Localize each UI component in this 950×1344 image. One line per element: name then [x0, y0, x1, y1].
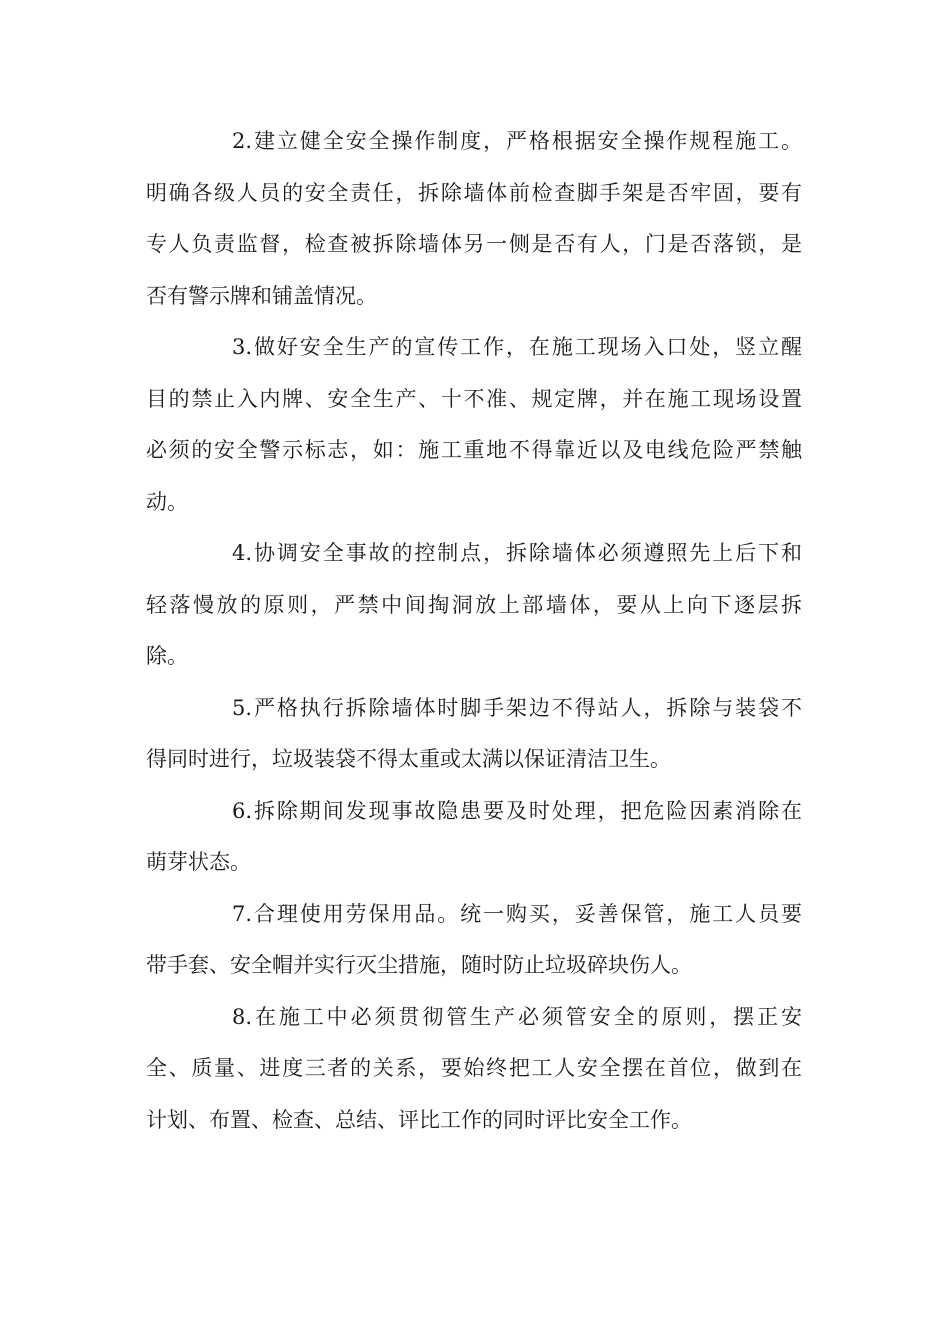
document-body — [146, 116, 802, 1146]
paragraph-line: 计划、布置、检查、总结、评比工作的同时评比安全工作。 — [146, 1107, 692, 1132]
paragraph-line: 8.在施工中必须贯彻管生产必须管安全的原则，摆正安 — [232, 1004, 802, 1029]
paragraph-line: 必须的安全警示标志，如：施工重地不得靠近以及电线危险严禁触 — [146, 438, 802, 462]
paragraph-line: 7.合理使用劳保用品。统一购买，妥善保管，施工人员要 — [232, 901, 802, 926]
paragraph-line: 2.建立健全安全操作制度，严格根据安全操作规程施工。 — [232, 129, 802, 153]
paragraph-item-7 — [146, 889, 802, 992]
paragraph-line: 6.拆除期间发现事故隐患要及时处理，把危险因素消除在 — [232, 798, 802, 823]
paragraph-line: 除。 — [146, 644, 188, 668]
paragraph-line: 5.严格执行拆除墙体时脚手架边不得站人，拆除与装袋不 — [232, 695, 802, 720]
paragraph-line: 带手套、安全帽并实行灭尘措施，随时防止垃圾碎块伤人。 — [146, 953, 692, 977]
paragraph-item-4 — [146, 528, 802, 683]
paragraph-line: 明确各级人员的安全责任，拆除墙体前检查脚手架是否牢固，要有 — [146, 180, 802, 205]
paragraph-line: 4.协调安全事故的控制点，拆除墙体必须遵照先上后下和 — [232, 541, 802, 565]
paragraph-item-6 — [146, 786, 802, 889]
paragraph-item-3 — [146, 322, 802, 528]
paragraph-line: 萌芽状态。 — [146, 850, 251, 874]
paragraph-line: 否有警示牌和铺盖情况。 — [146, 283, 377, 308]
paragraph-line: 得同时进行，垃圾装袋不得太重或太满以保证清洁卫生。 — [146, 747, 671, 771]
paragraph-item-8 — [146, 992, 802, 1147]
paragraph-line: 全、质量、进度三者的关系，要始终把工人安全摆在首位，做到在 — [146, 1056, 802, 1080]
paragraph-line: 轻落慢放的原则，严禁中间掏洞放上部墙体，要从上向下逐层拆 — [146, 592, 802, 617]
paragraph-item-2 — [146, 116, 802, 322]
paragraph-line: 3.做好安全生产的宣传工作，在施工现场入口处，竖立醒 — [232, 335, 802, 359]
paragraph-line: 专人负责监督，检查被拆除墙体另一侧是否有人，门是否落锁，是 — [146, 232, 802, 256]
paragraph-line: 目的禁止入内牌、安全生产、十不准、规定牌，并在施工现场设置 — [146, 386, 802, 411]
paragraph-item-5 — [146, 683, 802, 786]
paragraph-line: 动。 — [146, 489, 188, 514]
